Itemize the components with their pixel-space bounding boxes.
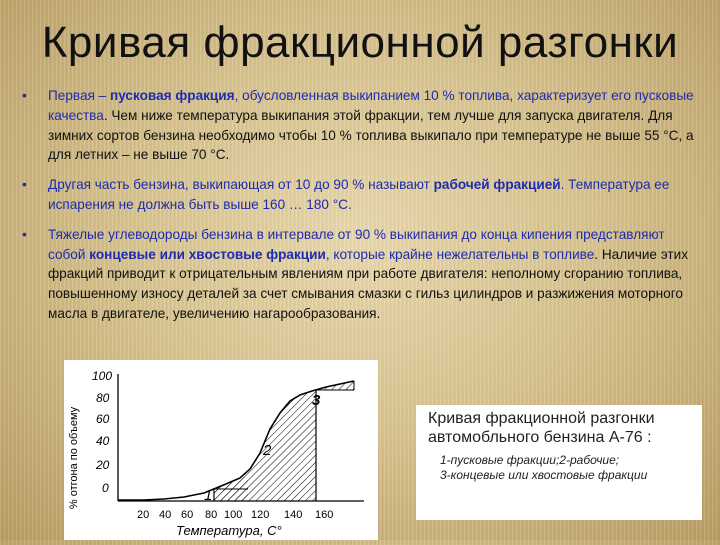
bullet2-term: рабочей фракцией <box>433 177 561 193</box>
figure-caption-subtitle: автомобльного бензина А-76 : <box>428 429 652 446</box>
region-label-tail: 3 <box>312 392 321 409</box>
bullet-item-tail-fraction <box>22 225 702 324</box>
distillation-curve-figure <box>64 360 378 540</box>
x-tick-label: 20 <box>137 509 150 521</box>
y-tick-label: 100 <box>92 369 113 383</box>
bullet3-term: концевые или хвостовые фракции <box>89 246 326 262</box>
x-tick-label: 60 <box>181 509 194 521</box>
y-tick-label: 20 <box>96 458 110 472</box>
x-tick-label: 100 <box>224 509 243 521</box>
bullet-item-working-fraction <box>22 175 702 215</box>
bullet1-term: пусковая фракция <box>110 88 235 103</box>
bullet3-text-a: Тяжелые углеводороды бензина в интервале от 90 % выкипания до конца кипения представляют собой <box>48 226 665 262</box>
distillation-curve-svg <box>64 360 378 540</box>
figure-caption-box <box>416 405 702 520</box>
bullet3-text-b: , которые крайне нежелательны в топливе <box>325 246 595 262</box>
y-tick-label: 80 <box>96 391 110 405</box>
x-tick-label: 140 <box>284 509 303 521</box>
x-axis-label: Температура, С° <box>176 523 282 538</box>
x-tick-label: 160 <box>315 509 334 521</box>
bullet2-text-b: . Температура ее испарения не должна быть выше 160 … 180 °С. <box>48 177 670 212</box>
slide-title: Кривая фракционной разгонки <box>41 18 679 67</box>
region-label-working: 2 <box>263 442 272 459</box>
x-tick-label: 40 <box>159 509 172 521</box>
bullet-list <box>22 86 702 334</box>
bullet1-text-b: , обусловленная выкипанием 10 % топлива, характеризует его пусковые качества <box>48 88 694 123</box>
bullet1-text-c: . Чем ниже температура выкипания этой фракции, тем лучше для запуска двигателя. Для зимних сортов бензина необходимо чтобы 10 % топлива выкипало при температуре не выше 55 °С, а для летних – не выше 70 °С. <box>48 107 694 163</box>
x-tick-label: 120 <box>251 509 270 521</box>
bullet-dot-icon: • <box>22 225 27 242</box>
bullet1-text-a: Первая – <box>48 88 110 103</box>
y-tick-label: 0 <box>102 481 109 495</box>
bullet2-text-a: Другая часть бензина, выкипающая от 10 до 90 % называют <box>48 177 434 193</box>
bullet-item-start-fraction <box>22 86 702 165</box>
figure-caption-title: Кривая фракционной разгонки <box>428 410 655 427</box>
bullet-dot-icon: • <box>22 87 27 103</box>
y-tick-label: 60 <box>96 412 110 426</box>
figure-caption-note: 1-пусковые фракции;2-рабочие; <box>440 453 620 467</box>
figure-caption-note: 3-концевые или хвостовые фракции <box>440 468 648 482</box>
y-axis-label: % отгона по объему <box>68 406 80 510</box>
x-tick-label: 80 <box>205 509 218 521</box>
region-label-start: 1 <box>204 487 213 504</box>
bullet-dot-icon: • <box>22 176 27 193</box>
y-tick-label: 40 <box>96 434 110 448</box>
bullet3-text-c: . Наличие этих фракций приводит к отрицательным явлениям при работе двигателя: неполному сгоранию топлива, повышенному износу деталей за счет смывания смазки с гильз цилиндров и разжижения моторного масла в двигателе, увеличению нагарообразования. <box>48 246 689 321</box>
